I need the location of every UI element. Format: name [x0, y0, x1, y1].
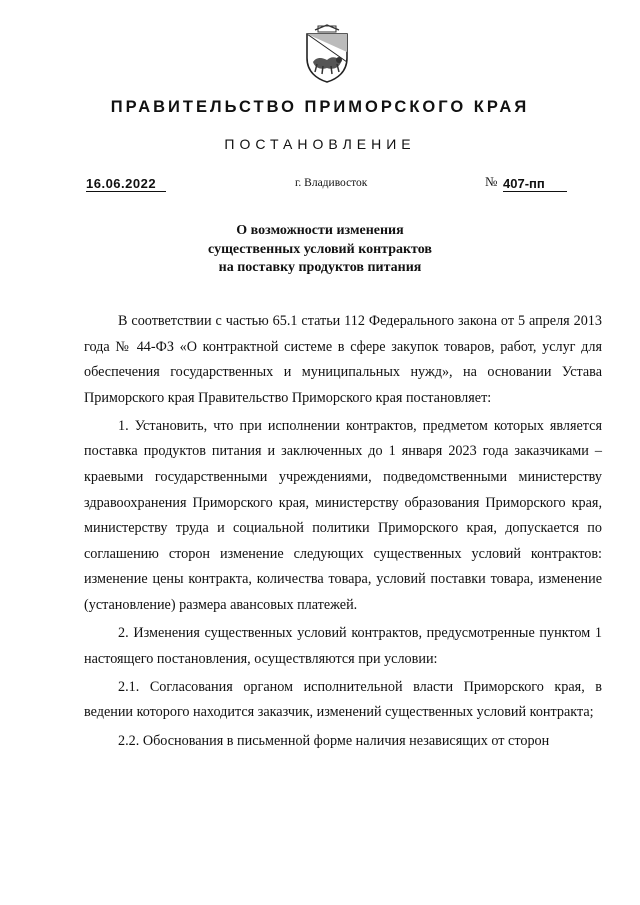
government-title: ПРАВИТЕЛЬСТВО ПРИМОРСКОГО КРАЯ: [110, 98, 530, 116]
document-date: 16.06.2022: [86, 176, 166, 192]
coat-of-arms-icon: [301, 22, 353, 84]
document-city: г. Владивосток: [295, 177, 368, 189]
paragraph-preamble: В соответствии с частью 65.1 статьи 112 Федерального закона от 5 апреля 2013 года № 44-ФЗ «О контрактной системе в сфере закупок товаров, работ, услуг для обеспечения государственных и муниципальных нужд», на основании Устава Приморского края Правительство Приморского края постановляет:: [84, 313, 602, 406]
paragraph-2-1: 2.1. Согласования органом исполнительной власти Приморского края, в ведении которого находится заказчик, изменений существенных условий контракта;: [84, 678, 602, 721]
document-body: [84, 309, 602, 754]
subject-line-1: О возможности изменения: [236, 223, 404, 238]
paragraph-1: 1. Установить, что при исполнении контрактов, предметом которых является поставка продуктов питания и заключенных до 1 января 2023 года заказчиками – краевыми государственными учреждениями, подведомственными министерству здравоохранения Приморского края, министерству образования Приморского края, министерству труда и социальной политики Приморского края, допускается по соглашению сторон изменение следующих существенных условий контрактов: изменение цены контракта, количества товара, условий поставки товара, изменение (установление) размера авансовых платежей.: [84, 417, 602, 614]
paragraph-2: 2. Изменения существенных условий контрактов, предусмотренные пунктом 1 настоящего постановления, осуществляются при условии:: [84, 625, 602, 667]
subject-line-3: на поставку продуктов питания: [218, 260, 422, 275]
paragraph-2-2: 2.2. Обоснования в письменной форме наличия независящих от сторон: [118, 732, 550, 749]
document-number: 407-пп: [503, 176, 567, 192]
subject-line-2: существенных условий контрактов: [208, 241, 432, 257]
number-label: №: [485, 174, 498, 189]
document-type: ПОСТАНОВЛЕНИЕ: [224, 136, 416, 152]
document-subject: [0, 222, 640, 278]
